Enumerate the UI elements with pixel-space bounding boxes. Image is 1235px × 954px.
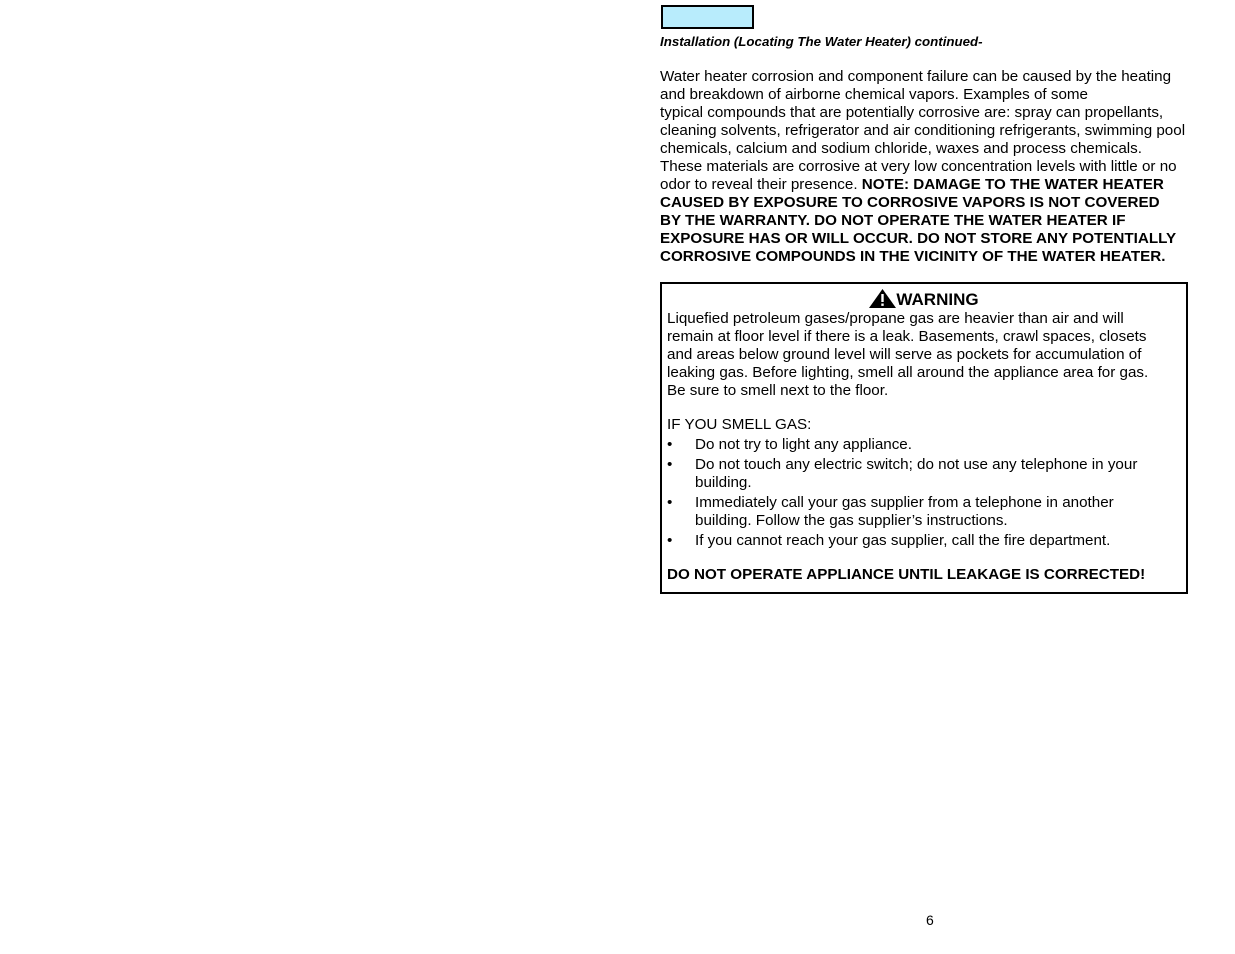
- warning-box: [660, 282, 1188, 594]
- warning-line: remain at floor level if there is a leak. Basements, crawl spaces, closets: [667, 328, 1147, 345]
- note-line: CORROSIVE COMPOUNDS IN THE VICINITY OF THE WATER HEATER.: [660, 248, 1166, 265]
- list-item-text: building. Follow the gas supplier’s instructions.: [695, 512, 1008, 529]
- final-warning-text: DO NOT OPERATE APPLIANCE UNTIL LEAKAGE IS CORRECTED!: [667, 566, 1146, 583]
- body-line: These materials are corrosive at very low concentration levels with little or no: [660, 158, 1177, 175]
- list-item: [662, 532, 1137, 551]
- list-item: [662, 456, 1137, 493]
- smell-gas-heading: IF YOU SMELL GAS:: [667, 416, 812, 433]
- warning-line: Liquefied petroleum gases/propane gas are heavier than air and will: [667, 310, 1124, 327]
- bullet-icon: •: [667, 455, 673, 473]
- corrosion-paragraph: [660, 68, 1220, 266]
- page-number: 6: [926, 912, 934, 928]
- body-line: [660, 176, 1220, 194]
- note-text: NOTE: DAMAGE TO THE WATER HEATER: [861, 176, 1164, 193]
- list-item: [662, 436, 1137, 455]
- list-item-text: Do not touch any electric switch; do not use any telephone in your: [695, 455, 1138, 473]
- warning-line: and areas below ground level will serve as pockets for accumulation of: [667, 346, 1142, 363]
- note-line: BY THE WARRANTY. DO NOT OPERATE THE WATER HEATER IF: [660, 212, 1126, 229]
- body-line: cleaning solvents, refrigerator and air conditioning refrigerants, swimming pool: [660, 122, 1186, 139]
- bullet-icon: •: [667, 531, 673, 549]
- section-continued-heading: Installation (Locating The Water Heater) continued-: [660, 34, 983, 49]
- warning-triangle-icon: [869, 290, 896, 309]
- list-item-text: building.: [695, 474, 752, 491]
- note-line: CAUSED BY EXPOSURE TO CORROSIVE VAPORS IS NOT COVERED: [660, 194, 1160, 211]
- body-line: typical compounds that are potentially corrosive are: spray can propellants,: [660, 104, 1164, 121]
- note-line: EXPOSURE HAS OR WILL OCCUR. DO NOT STORE ANY POTENTIALLY: [660, 230, 1177, 247]
- bullet-icon: •: [667, 436, 673, 453]
- body-line: chemicals, calcium and sodium chloride, waxes and process chemicals.: [660, 140, 1142, 157]
- body-line: Water heater corrosion and component failure can be caused by the heating: [660, 68, 1172, 85]
- warning-line: Be sure to smell next to the floor.: [667, 382, 889, 399]
- list-item: [662, 494, 1137, 531]
- list-item-text: Immediately call your gas supplier from a telephone in another: [695, 493, 1114, 511]
- warning-text: [667, 310, 1148, 400]
- body-line: and breakdown of airborne chemical vapors. Examples of some: [660, 86, 1089, 103]
- smell-gas-list: [662, 436, 1137, 550]
- section-tab-marker: [661, 5, 754, 29]
- bullet-icon: •: [667, 493, 673, 511]
- body-line-text: odor to reveal their presence.: [660, 176, 862, 193]
- warning-title: WARNING: [896, 290, 979, 309]
- list-item-text: If you cannot reach your gas supplier, call the fire department.: [695, 531, 1111, 549]
- warning-heading: [662, 289, 1186, 310]
- list-item-text: Do not try to light any appliance.: [695, 436, 912, 453]
- warning-line: leaking gas. Before lighting, smell all around the appliance area for gas.: [667, 364, 1149, 381]
